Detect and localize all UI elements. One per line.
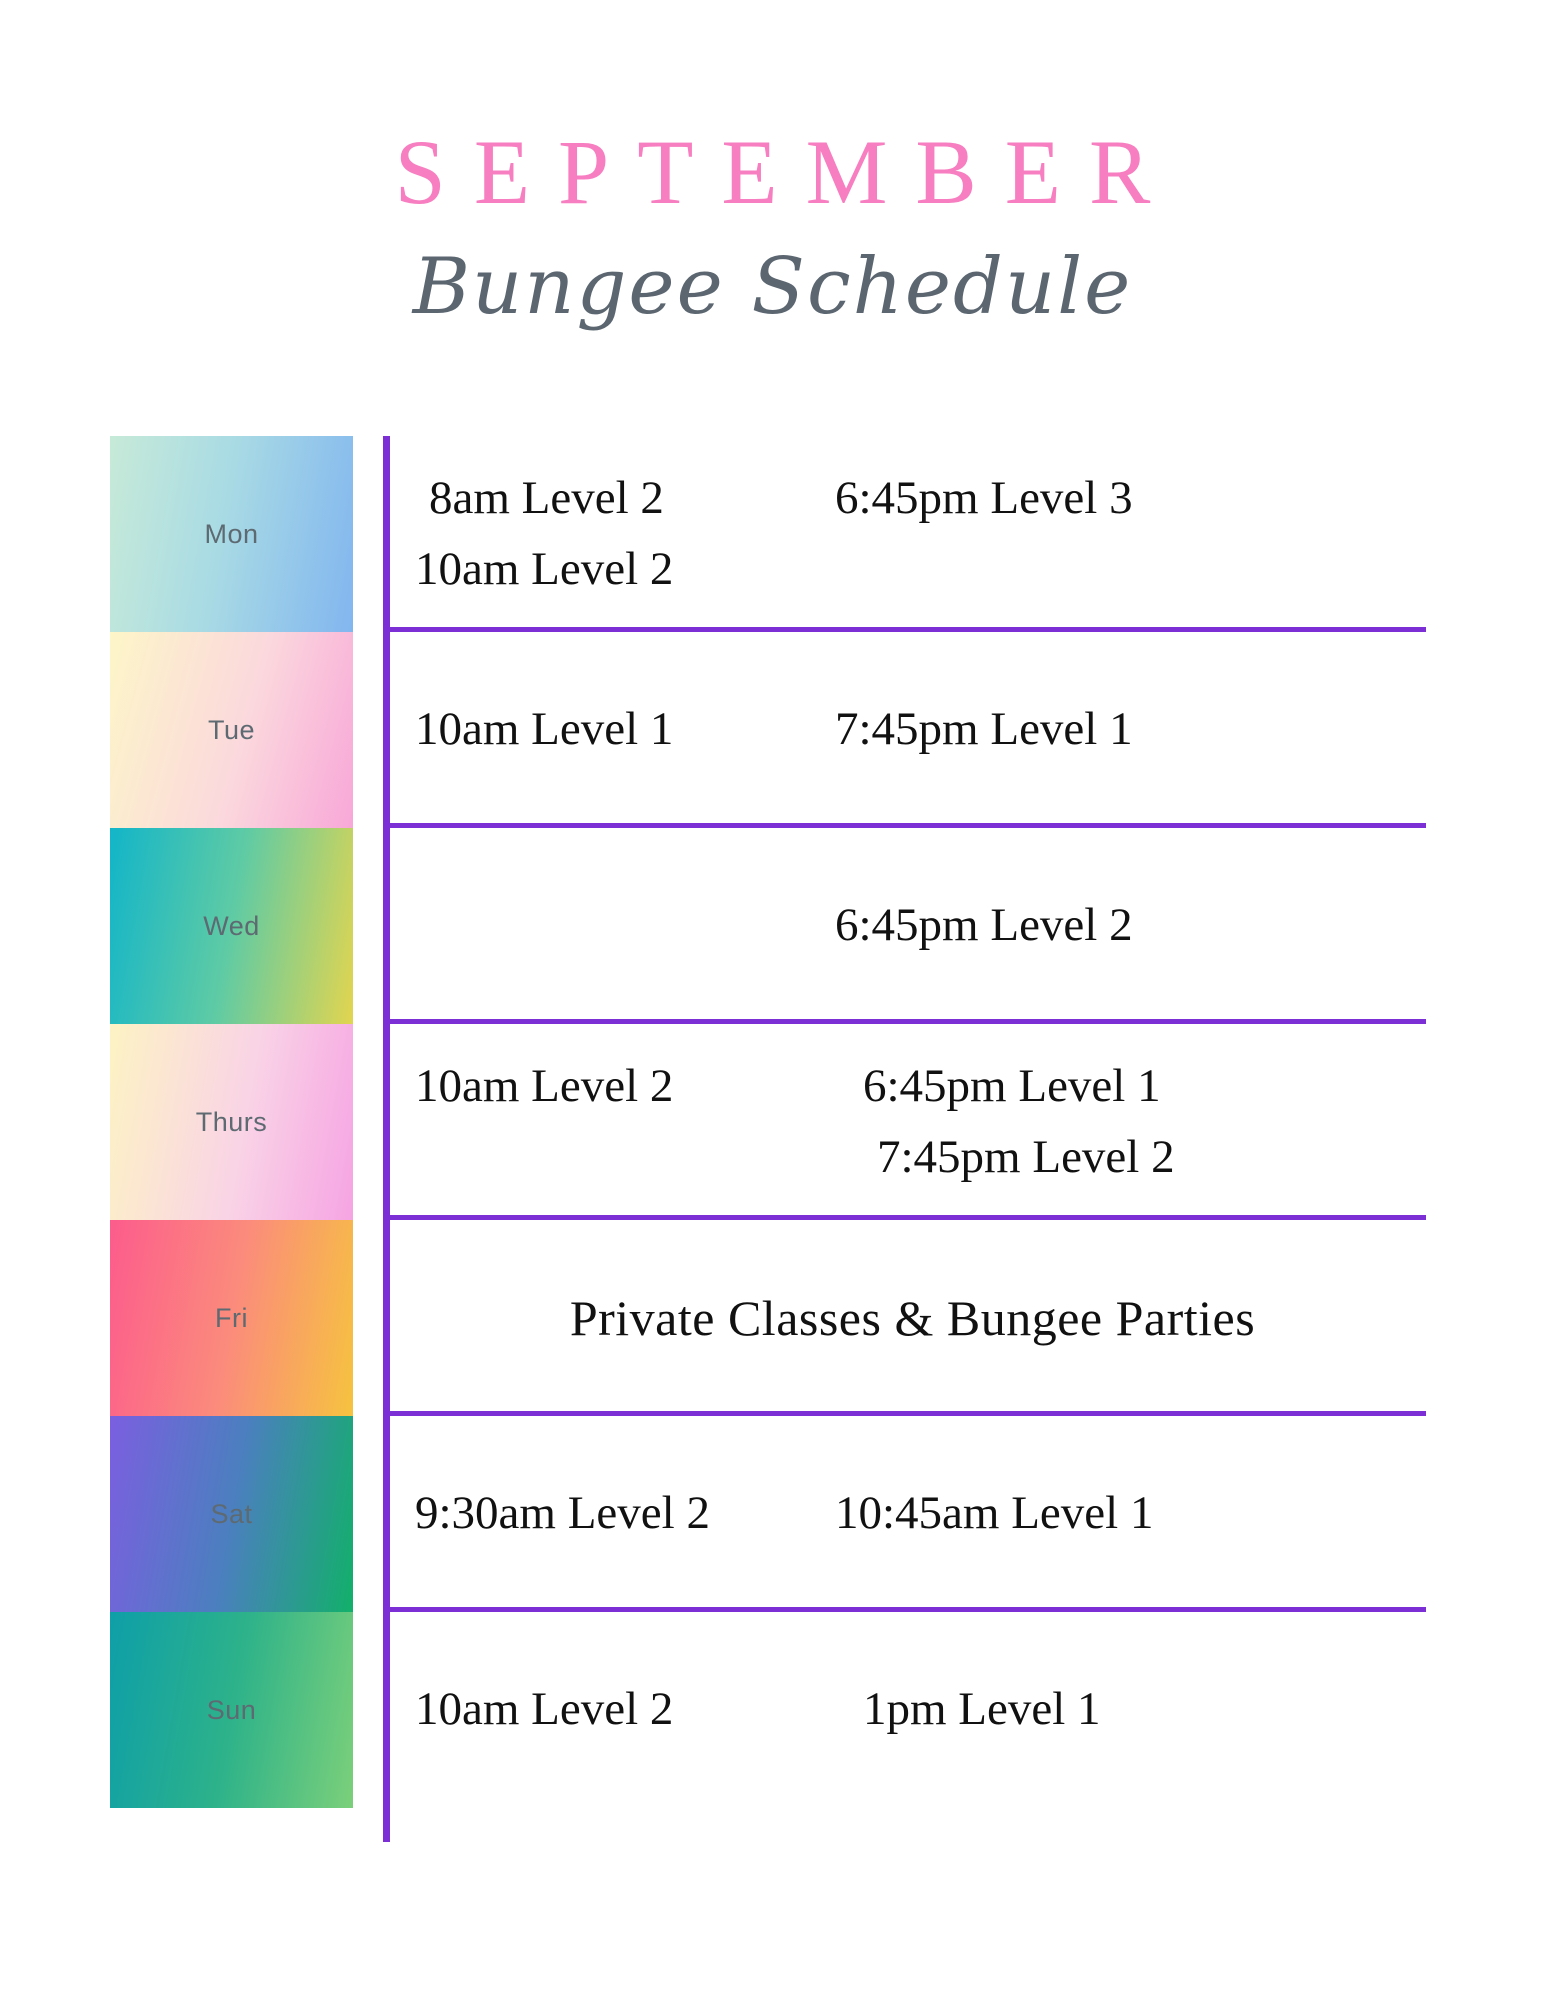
- class-slot: 10am Level 2: [415, 1683, 674, 1736]
- class-list: [415, 463, 1410, 606]
- day-chip-fri: [110, 1220, 353, 1416]
- day-chip-wed: [110, 828, 353, 1024]
- table-row: [110, 632, 1410, 828]
- day-label: Sat: [210, 1498, 253, 1529]
- morning-column: [415, 1478, 835, 1549]
- class-list: [415, 890, 1410, 961]
- class-slot: 1pm Level 1: [863, 1683, 1101, 1736]
- class-slot: 10:45am Level 1: [835, 1487, 1154, 1540]
- day-chip-tue: [110, 632, 353, 828]
- table-row: [110, 828, 1410, 1024]
- table-row: [110, 1220, 1410, 1416]
- evening-column: [835, 694, 1410, 765]
- class-slot: 10am Level 2: [415, 1059, 674, 1112]
- evening-column: [835, 1051, 1410, 1194]
- morning-column: [415, 1051, 835, 1122]
- class-list: [415, 1051, 1410, 1194]
- day-label: Wed: [203, 910, 260, 941]
- row-body-sun: [383, 1612, 1410, 1808]
- morning-column: [415, 1674, 835, 1745]
- class-slot: 6:45pm Level 2: [835, 899, 1133, 952]
- class-slot: 10am Level 2: [415, 543, 674, 595]
- day-chip-thurs: [110, 1024, 353, 1220]
- row-body-mon: [383, 436, 1410, 632]
- day-label: Tue: [207, 714, 256, 745]
- class-slot: 7:45pm Level 1: [835, 703, 1133, 756]
- class-slot: 7:45pm Level 2: [877, 1131, 1175, 1183]
- evening-column: [835, 1478, 1410, 1549]
- class-slot-wide: Private Classes & Bungee Parties: [569, 1290, 1256, 1346]
- table-row: [110, 1416, 1410, 1612]
- class-list: [415, 1478, 1410, 1549]
- class-slot: 10am Level 1: [415, 703, 674, 756]
- row-body-fri: [383, 1220, 1410, 1416]
- evening-column: [835, 463, 1410, 534]
- class-list: [415, 1674, 1410, 1745]
- day-chip-mon: [110, 436, 353, 632]
- row-body-thurs: [383, 1024, 1410, 1220]
- evening-column: [835, 890, 1410, 961]
- schedule-table: [110, 436, 1410, 1808]
- day-label: Sun: [206, 1694, 257, 1725]
- class-slot: 8am Level 2: [429, 471, 664, 524]
- class-list: [415, 694, 1410, 765]
- table-row: [110, 436, 1410, 632]
- day-label: Thurs: [195, 1106, 268, 1137]
- day-chip-sat: [110, 1416, 353, 1612]
- row-body-wed: [383, 828, 1410, 1024]
- day-chip-sun: [110, 1612, 353, 1808]
- row-body-tue: [383, 632, 1410, 828]
- day-label: Mon: [204, 518, 259, 549]
- page-title-month: SEPTEMBER: [394, 121, 1179, 223]
- class-slot: 6:45pm Level 3: [835, 471, 1133, 524]
- class-slot: 9:30am Level 2: [415, 1487, 710, 1540]
- evening-column: [835, 1674, 1410, 1745]
- table-row: [110, 1024, 1410, 1220]
- table-row: [110, 1612, 1410, 1808]
- morning-column: [415, 463, 835, 606]
- day-label: Fri: [215, 1302, 248, 1333]
- morning-column: [415, 694, 835, 765]
- class-slot: 6:45pm Level 1: [863, 1059, 1161, 1112]
- row-body-sat: [383, 1416, 1410, 1612]
- page-subtitle: Bungee Schedule: [412, 242, 1133, 332]
